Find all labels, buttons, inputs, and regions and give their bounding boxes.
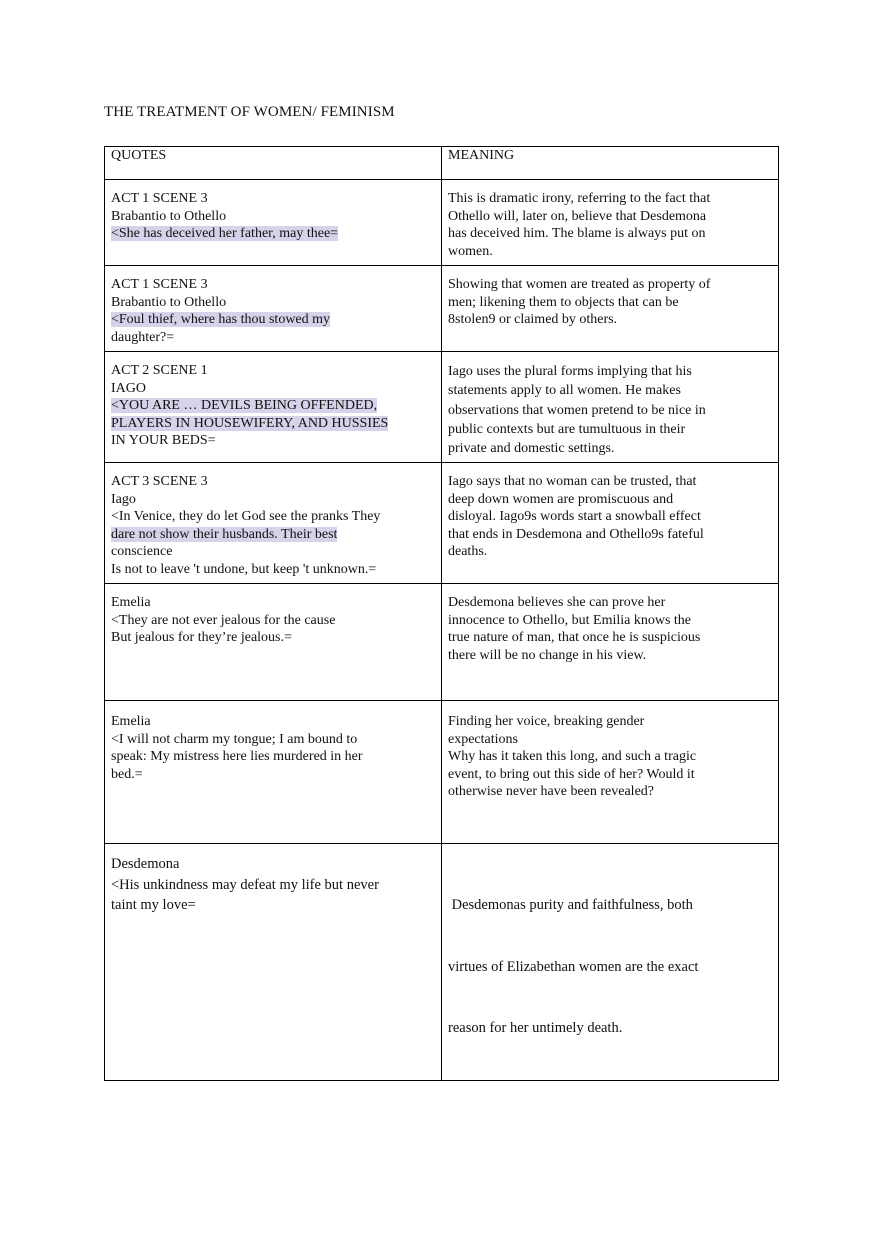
quote-speaker: Iago <box>111 491 136 507</box>
table-row <box>105 352 779 463</box>
quote-line: dare not show their husbands. Their best <box>111 526 338 542</box>
quote-cell <box>105 266 442 352</box>
quote-text: <She has deceived her father, may thee= <box>111 226 339 241</box>
meaning-line: private and domestic settings. <box>448 441 615 457</box>
table-row <box>105 266 779 352</box>
meaning-line: Desdemonas purity and faithfulness, both <box>448 897 693 913</box>
meaning-line: public contexts but are tumultuous in their <box>448 421 686 437</box>
meaning-line: there will be no change in his view. <box>448 647 647 663</box>
meaning-line: that ends in Desdemona and Othello9s fateful <box>448 526 704 542</box>
meaning-cell <box>442 584 779 701</box>
table-row <box>105 584 779 701</box>
meaning-line: virtues of Elizabethan women are the exact <box>448 958 699 975</box>
meaning-cell <box>442 463 779 584</box>
quote-speaker: Emelia <box>111 714 151 729</box>
meaning-header: MEANING <box>442 147 779 180</box>
meaning-line: Why has it taken this long, and such a tragic <box>448 749 697 764</box>
meaning-line: innocence to Othello, but Emilia knows the <box>448 612 692 628</box>
meaning-cell <box>442 352 779 463</box>
meaning-line: otherwise never have been revealed? <box>448 784 654 799</box>
meaning-line: deaths. <box>448 544 488 559</box>
table-row <box>105 701 779 844</box>
quote-speaker: Desdemona <box>111 856 180 872</box>
quote-line: <Foul thief, where has thou stowed my <box>111 312 331 327</box>
meaning-line: statements apply to all women. He makes <box>448 383 681 399</box>
meaning-line: Iago uses the plural forms implying that his <box>448 364 692 379</box>
meaning-line: Othello will, later on, believe that Desdemona <box>448 208 707 224</box>
meaning-cell <box>442 701 779 844</box>
quote-cell <box>105 584 442 701</box>
quotes-table <box>104 146 779 1081</box>
meaning-line: women. <box>448 243 493 259</box>
quote-line: IN YOUR BEDS= <box>111 433 216 448</box>
quote-line: speak: My mistress here lies murdered in her <box>111 749 363 764</box>
quote-speaker: IAGO <box>111 380 146 396</box>
page-title: THE TREATMENT OF WOMEN/ FEMINISM <box>104 104 395 120</box>
quotes-header: QUOTES <box>105 147 442 180</box>
quote-line: daughter?= <box>111 329 175 345</box>
quote-speaker: Brabantio to Othello <box>111 208 227 224</box>
meaning-line: reason for her untimely death. <box>448 1020 623 1036</box>
meaning-line: men; likening them to objects that can be <box>448 294 679 310</box>
quote-cell <box>105 180 442 266</box>
meaning-cell <box>442 266 779 352</box>
quote-cell <box>105 701 442 844</box>
quote-act: ACT 2 SCENE 1 <box>111 363 208 378</box>
meaning-line: deep down women are promiscuous and <box>448 491 674 507</box>
meaning-line: observations that women pretend to be nice in <box>448 402 706 418</box>
meaning-line: has deceived him. The blame is always put on <box>448 226 706 241</box>
quote-line: <I will not charm my tongue; I am bound to <box>111 731 358 747</box>
quote-cell <box>105 844 442 1081</box>
meaning-line: Finding her voice, breaking gender <box>448 714 645 729</box>
meaning-line: Showing that women are treated as property of <box>448 277 711 292</box>
quote-line: <His unkindness may defeat my life but never <box>111 876 379 893</box>
quote-act: ACT 1 SCENE 3 <box>111 191 208 206</box>
quote-cell <box>105 463 442 584</box>
quote-act: ACT 3 SCENE 3 <box>111 474 208 489</box>
meaning-line: Desdemona believes she can prove her <box>448 595 666 610</box>
table-row <box>105 463 779 584</box>
quote-line: taint my love= <box>111 897 196 913</box>
quote-line: <In Venice, they do let God see the pranks They <box>111 509 381 524</box>
quote-line: Is not to leave 't undone, but keep 't unknown.= <box>111 561 377 577</box>
table-row <box>105 180 779 266</box>
quote-line: But jealous for they’re jealous.= <box>111 630 292 645</box>
meaning-line: expectations <box>448 731 518 747</box>
meaning-line: 8stolen9 or claimed by others. <box>448 312 618 327</box>
meaning-line: true nature of man, that once he is suspicious <box>448 630 701 645</box>
quote-act: ACT 1 SCENE 3 <box>111 277 208 292</box>
meaning-line: Iago says that no woman can be trusted, that <box>448 474 697 489</box>
table-row <box>105 844 779 1081</box>
meaning-line: This is dramatic irony, referring to the fact that <box>448 191 711 206</box>
meaning-line: disloyal. Iago9s words start a snowball effect <box>448 509 701 524</box>
quote-line: <They are not ever jealous for the cause <box>111 612 336 628</box>
meaning-cell <box>442 180 779 266</box>
quote-line: bed.= <box>111 766 143 782</box>
meaning-line: event, to bring out this side of her? Would it <box>448 766 695 782</box>
quote-line: conscience <box>111 544 173 559</box>
quote-line: <YOU ARE … DEVILS BEING OFFENDED, <box>111 398 378 413</box>
quote-speaker: Brabantio to Othello <box>111 294 227 310</box>
quote-line: PLAYERS IN HOUSEWIFERY, AND HUSSIES <box>111 415 389 431</box>
meaning-cell <box>442 844 779 1081</box>
quote-cell <box>105 352 442 463</box>
table-header-row <box>105 147 779 180</box>
quote-speaker: Emelia <box>111 595 151 610</box>
